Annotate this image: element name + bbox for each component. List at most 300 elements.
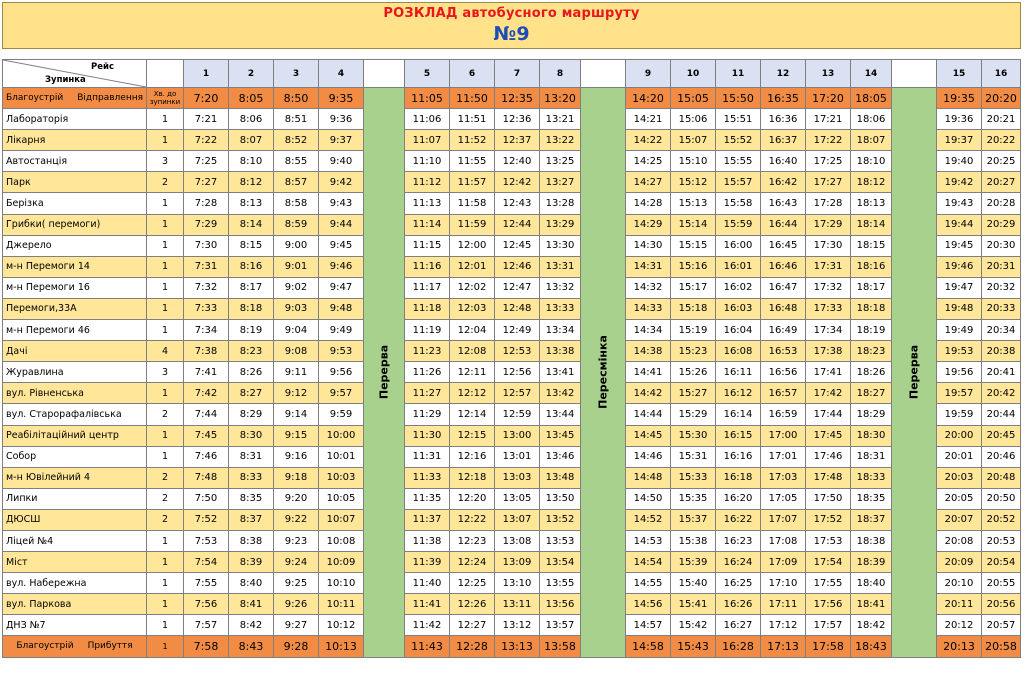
departure-time: 9:37 [319,130,364,151]
departure-time: 7:29 [184,214,229,235]
departure-time: 13:33 [540,298,581,319]
departure-time: 20:13 [937,636,982,657]
departure-time: 8:31 [229,446,274,467]
stop-name: м-н Ювілейний 4 [3,467,147,488]
departure-time: 14:38 [626,341,671,362]
departure-time: 7:42 [184,383,229,404]
departure-time: 16:24 [716,552,761,573]
departure-time: 16:00 [716,235,761,256]
departure-time: 12:59 [495,404,540,425]
departure-time: 17:11 [761,594,806,615]
departure-time: 16:01 [716,256,761,277]
trip-number: 11 [716,60,761,88]
departure-time: 7:28 [184,193,229,214]
departure-time: 8:43 [229,636,274,657]
departure-time: 8:07 [229,130,274,151]
departure-time: 15:31 [671,446,716,467]
departure-time: 13:45 [540,425,581,446]
minutes-header [147,60,184,88]
minutes-header-cell [147,88,184,109]
break-header [892,60,937,88]
departure-time: 9:04 [274,320,319,341]
stop-row [3,383,1021,404]
stop-row [3,446,1021,467]
stop-name: Лікарня [3,130,147,151]
departure-time: 13:11 [495,594,540,615]
departure-time: 11:40 [405,573,450,594]
stop-name: м-н Перемоги 16 [3,277,147,298]
departure-time: 13:07 [495,509,540,530]
departure-time: 19:57 [937,383,982,404]
departure-time: 12:49 [495,320,540,341]
departure-time: 13:41 [540,362,581,383]
departure-time: 7:22 [184,130,229,151]
departure-time: 9:23 [274,530,319,551]
departure-time: 9:35 [319,88,364,109]
departure-time: 9:27 [274,615,319,636]
departure-time: 13:32 [540,277,581,298]
departure-time: 9:47 [319,277,364,298]
departure-time: 20:03 [937,467,982,488]
trip-number: 15 [937,60,982,88]
departure-time: 14:56 [626,594,671,615]
departure-time: 7:20 [184,88,229,109]
departure-time: 15:38 [671,530,716,551]
stop-name: Джерело [3,235,147,256]
minutes-to-stop: 2 [147,404,184,425]
arrival-stop-cell [3,636,147,657]
departure-time: 20:28 [982,193,1021,214]
departure-time: 16:22 [716,509,761,530]
departure-time: 8:35 [229,488,274,509]
stop-row [3,594,1021,615]
stop-name: вул. Паркова [3,594,147,615]
departure-time: 19:44 [937,214,982,235]
departure-time: 8:30 [229,425,274,446]
stop-row [3,320,1021,341]
departure-time: 9:18 [274,467,319,488]
departure-time: 7:21 [184,109,229,130]
departure-time: 9:15 [274,425,319,446]
departure-time: 13:56 [540,594,581,615]
departure-time: 14:44 [626,404,671,425]
departure-time: 11:35 [405,488,450,509]
departure-time: 15:07 [671,130,716,151]
departure-time: 19:56 [937,362,982,383]
stop-name: Автостанція [3,151,147,172]
departure-time: 16:28 [716,636,761,657]
departure-time: 7:48 [184,467,229,488]
departure-time: 16:11 [716,362,761,383]
trip-number: 5 [405,60,450,88]
departure-time: 12:53 [495,341,540,362]
departure-time: 16:35 [761,88,806,109]
departure-time: 10:10 [319,573,364,594]
stop-name: Міст [3,552,147,573]
departure-time: 16:20 [716,488,761,509]
departure-time: 15:51 [716,109,761,130]
stop-name: Берізка [3,193,147,214]
departure-time: 19:40 [937,151,982,172]
departure-time: 20:56 [982,594,1021,615]
departure-time: 9:02 [274,277,319,298]
departure-time: 20:08 [937,530,982,551]
departure-time: 18:16 [851,256,892,277]
stop-name: Ліцей №4 [3,530,147,551]
departure-time: 12:56 [495,362,540,383]
stop-name: Собор [3,446,147,467]
stop-name: Лабораторія [3,109,147,130]
departure-time: 17:44 [806,404,851,425]
departure-time: 8:10 [229,151,274,172]
trip-number: 6 [450,60,495,88]
departure-time: 20:25 [982,151,1021,172]
departure-time: 18:15 [851,235,892,256]
departure-time: 9:26 [274,594,319,615]
departure-stop-name: Благоустрій [5,93,64,104]
stop-name: Перемоги,33А [3,298,147,319]
departure-time: 13:54 [540,552,581,573]
minutes-to-stop: 1 [147,298,184,319]
departure-time: 13:08 [495,530,540,551]
departure-time: 16:45 [761,235,806,256]
reys-label: Рейс [91,62,114,72]
departure-time: 17:52 [806,509,851,530]
departure-time: 20:00 [937,425,982,446]
departure-time: 8:52 [274,130,319,151]
depart-row [3,88,1021,109]
minutes-to-stop: 1 [147,615,184,636]
departure-time: 14:20 [626,88,671,109]
departure-time: 18:37 [851,509,892,530]
departure-time: 14:57 [626,615,671,636]
departure-time: 15:05 [671,88,716,109]
departure-time: 20:10 [937,573,982,594]
departure-time: 8:57 [274,172,319,193]
stop-name: вул. Старорафалівська [3,404,147,425]
departure-time: 11:37 [405,509,450,530]
departure-time: 20:27 [982,172,1021,193]
departure-time: 13:46 [540,446,581,467]
departure-time: 8:39 [229,552,274,573]
departure-time: 14:29 [626,214,671,235]
departure-time: 12:37 [495,130,540,151]
departure-time: 15:57 [716,172,761,193]
departure-time: 16:48 [761,298,806,319]
minutes-label-2: зупинки [149,98,181,107]
departure-time: 18:31 [851,446,892,467]
arrival-stop-name: Благоустрій [16,641,74,652]
departure-time: 16:14 [716,404,761,425]
departure-time: 7:58 [184,636,229,657]
minutes-to-stop: 1 [147,446,184,467]
departure-time: 15:55 [716,151,761,172]
departure-time: 20:46 [982,446,1021,467]
departure-time: 7:33 [184,298,229,319]
departure-time: 12:45 [495,235,540,256]
departure-time: 12:03 [450,298,495,319]
schedule-title: РОЗКЛАД автобусного маршруту [383,6,640,21]
departure-time: 16:36 [761,109,806,130]
departure-time: 13:12 [495,615,540,636]
break-column [364,88,405,658]
departure-time: 18:07 [851,130,892,151]
departure-time: 17:31 [806,256,851,277]
departure-time: 20:07 [937,509,982,530]
header-row [3,60,1021,88]
departure-time: 18:23 [851,341,892,362]
departure-time: 11:12 [405,172,450,193]
departure-time: 16:18 [716,467,761,488]
departure-time: 8:06 [229,109,274,130]
stop-name: ДНЗ №7 [3,615,147,636]
departure-time: 11:29 [405,404,450,425]
departure-time: 13:22 [540,130,581,151]
departure-time: 12:40 [495,151,540,172]
departure-time: 14:58 [626,636,671,657]
departure-time: 9:57 [319,383,364,404]
departure-time: 11:16 [405,256,450,277]
stop-name: ДЮСШ [3,509,147,530]
departure-time: 17:48 [806,467,851,488]
departure-time: 13:28 [540,193,581,214]
stop-row [3,425,1021,446]
departure-time: 12:35 [495,88,540,109]
departure-time: 15:14 [671,214,716,235]
departure-time: 15:42 [671,615,716,636]
stop-row [3,573,1021,594]
departure-time: 16:56 [761,362,806,383]
departure-time: 11:06 [405,109,450,130]
stop-row [3,509,1021,530]
trip-number: 14 [851,60,892,88]
stop-name: Журавлина [3,362,147,383]
departure-time: 8:14 [229,214,274,235]
departure-time: 19:47 [937,277,982,298]
departure-time: 20:34 [982,320,1021,341]
departure-stop-cell [3,88,147,109]
departure-time: 9:08 [274,341,319,362]
departure-time: 8:40 [229,573,274,594]
departure-time: 9:11 [274,362,319,383]
departure-time: 18:35 [851,488,892,509]
departure-time: 20:50 [982,488,1021,509]
departure-time: 8:23 [229,341,274,362]
departure-time: 14:50 [626,488,671,509]
departure-time: 12:15 [450,425,495,446]
departure-time: 12:12 [450,383,495,404]
departure-time: 9:49 [319,320,364,341]
departure-time: 7:56 [184,594,229,615]
departure-time: 9:46 [319,256,364,277]
stop-row [3,467,1021,488]
departure-time: 11:07 [405,130,450,151]
departure-time: 17:41 [806,362,851,383]
departure-time: 8:17 [229,277,274,298]
departure-time: 16:44 [761,214,806,235]
departure-time: 16:25 [716,573,761,594]
departure-time: 14:34 [626,320,671,341]
departure-time: 12:25 [450,573,495,594]
minutes-to-stop: 1 [147,636,184,657]
departure-time: 20:31 [982,256,1021,277]
stop-name: Липки [3,488,147,509]
break-header [364,60,405,88]
trip-number: 8 [540,60,581,88]
departure-time: 11:55 [450,151,495,172]
minutes-to-stop: 1 [147,530,184,551]
departure-time: 10:05 [319,488,364,509]
departure-time: 12:23 [450,530,495,551]
departure-time: 7:52 [184,509,229,530]
departure-time: 13:55 [540,573,581,594]
departure-time: 12:00 [450,235,495,256]
minutes-to-stop: 1 [147,425,184,446]
departure-time: 19:36 [937,109,982,130]
departure-time: 14:42 [626,383,671,404]
departure-time: 8:26 [229,362,274,383]
departure-time: 18:13 [851,193,892,214]
departure-time: 14:54 [626,552,671,573]
departure-label: Відправлення [77,93,144,104]
departure-time: 20:58 [982,636,1021,657]
departure-time: 8:42 [229,615,274,636]
departure-time: 11:15 [405,235,450,256]
departure-time: 11:31 [405,446,450,467]
departure-time: 9:25 [274,573,319,594]
departure-time: 19:59 [937,404,982,425]
minutes-to-stop: 1 [147,193,184,214]
departure-time: 13:34 [540,320,581,341]
departure-time: 8:27 [229,383,274,404]
departure-time: 15:15 [671,235,716,256]
departure-time: 7:41 [184,362,229,383]
departure-time: 11:59 [450,214,495,235]
departure-time: 8:37 [229,509,274,530]
departure-time: 19:46 [937,256,982,277]
departure-time: 20:12 [937,615,982,636]
departure-time: 18:18 [851,298,892,319]
break-label: Перерва [377,345,391,400]
stop-row [3,341,1021,362]
departure-time: 13:44 [540,404,581,425]
departure-time: 7:30 [184,235,229,256]
departure-time: 12:22 [450,509,495,530]
departure-time: 16:46 [761,256,806,277]
departure-time: 20:41 [982,362,1021,383]
stop-row [3,362,1021,383]
stop-row [3,193,1021,214]
departure-time: 9:03 [274,298,319,319]
departure-time: 15:39 [671,552,716,573]
departure-time: 17:57 [806,615,851,636]
departure-time: 12:24 [450,552,495,573]
departure-time: 13:57 [540,615,581,636]
departure-time: 13:50 [540,488,581,509]
departure-time: 7:32 [184,277,229,298]
departure-time: 18:27 [851,383,892,404]
stop-row [3,404,1021,425]
departure-time: 17:32 [806,277,851,298]
departure-time: 20:52 [982,509,1021,530]
break-label: Пересмінка [596,335,610,410]
departure-time: 19:43 [937,193,982,214]
departure-time: 16:37 [761,130,806,151]
departure-time: 11:10 [405,151,450,172]
minutes-to-stop: 4 [147,341,184,362]
departure-time: 18:42 [851,615,892,636]
departure-time: 16:40 [761,151,806,172]
departure-time: 16:57 [761,383,806,404]
stop-name: Парк [3,172,147,193]
departure-time: 20:45 [982,425,1021,446]
departure-time: 12:44 [495,214,540,235]
departure-time: 9:43 [319,193,364,214]
trip-number: 12 [761,60,806,88]
break-header [581,60,626,88]
departure-time: 20:44 [982,404,1021,425]
departure-time: 15:58 [716,193,761,214]
departure-time: 9:16 [274,446,319,467]
departure-time: 14:46 [626,446,671,467]
trip-number: 2 [229,60,274,88]
departure-time: 9:00 [274,235,319,256]
departure-time: 10:07 [319,509,364,530]
departure-time: 19:53 [937,341,982,362]
departure-time: 14:27 [626,172,671,193]
departure-time: 8:18 [229,298,274,319]
departure-time: 17:13 [761,636,806,657]
departure-time: 8:15 [229,235,274,256]
departure-time: 9:28 [274,636,319,657]
departure-time: 17:20 [806,88,851,109]
departure-time: 9:24 [274,552,319,573]
departure-time: 18:19 [851,320,892,341]
departure-time: 17:45 [806,425,851,446]
departure-time: 15:52 [716,130,761,151]
departure-time: 15:12 [671,172,716,193]
departure-time: 17:22 [806,130,851,151]
stop-row [3,151,1021,172]
departure-time: 16:02 [716,277,761,298]
departure-time: 18:06 [851,109,892,130]
departure-time: 17:21 [806,109,851,130]
stop-name: Реабілітаційний центр [3,425,147,446]
departure-time: 20:22 [982,130,1021,151]
departure-time: 15:19 [671,320,716,341]
departure-time: 17:07 [761,509,806,530]
departure-time: 17:29 [806,214,851,235]
arrival-label: Прибуття [87,641,133,652]
departure-time: 14:33 [626,298,671,319]
departure-time: 17:25 [806,151,851,172]
departure-time: 8:19 [229,320,274,341]
departure-time: 16:23 [716,530,761,551]
trip-number: 16 [982,60,1021,88]
departure-time: 19:37 [937,130,982,151]
departure-time: 10:03 [319,467,364,488]
trip-number: 3 [274,60,319,88]
departure-time: 12:42 [495,172,540,193]
departure-time: 19:45 [937,235,982,256]
departure-time: 14:28 [626,193,671,214]
stop-name: Грибки( перемоги) [3,214,147,235]
departure-time: 16:03 [716,298,761,319]
departure-time: 17:01 [761,446,806,467]
stop-row [3,488,1021,509]
departure-time: 17:53 [806,530,851,551]
departure-time: 20:38 [982,341,1021,362]
